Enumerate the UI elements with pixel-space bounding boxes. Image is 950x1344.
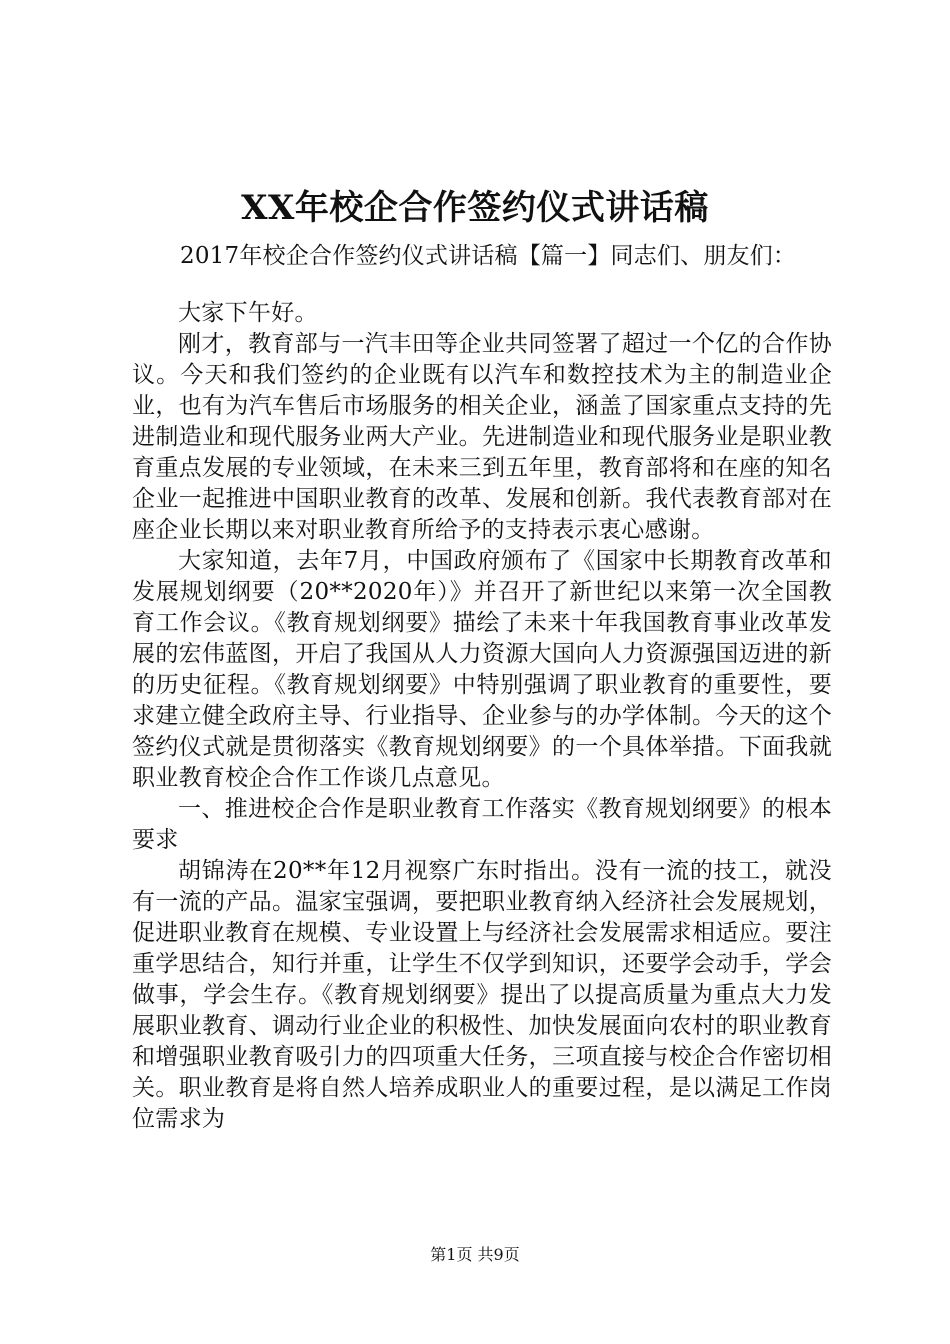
document-title: XX年校企合作签约仪式讲话稿	[241, 188, 709, 228]
paragraph-greeting: 大家下午好。	[178, 300, 318, 326]
paragraph: 大家知道，去年7月，中国政府颁布了《国家中长期教育改革和发展规划纲要（20**2020年）》并召开了新世纪以来第一次全国教育工作会议。《教育规划纲要》描绘了未来十年我国教育事业改革发展的宏伟蓝图，开启了我国从人力资源大国向人力资源强国迈进的新的历史征程。《教育规划纲要》中特别强调了职业教育的重要性，要求建立健全政府主导、行业指导、企业参与的办学体制。今天的这个签约仪式就是贯彻落实《教育规划纲要》的一个具体举措。下面我就职业教育校企合作工作谈几点意见。	[132, 548, 832, 791]
paragraph: 刚才，教育部与一汽丰田等企业共同签署了超过一个亿的合作协议。今天和我们签约的企业既有以汽车和数控技术为主的制造业企业，也有为汽车售后市场服务的相关企业，涵盖了国家重点支持的先进制造业和现代服务业两大产业。先进制造业和现代服务业是职业教育重点发展的专业领域，在未来三到五年里，教育部将和在座的知名企业一起推进中国职业教育的改革、发展和创新。我代表教育部对在座企业长期以来对职业教育所给予的支持表示衷心感谢。	[132, 331, 832, 543]
document-subtitle: 2017年校企合作签约仪式讲话稿【篇一】同志们、朋友们：	[180, 243, 797, 269]
document-body	[132, 298, 832, 1135]
page-number-footer: 第1页 共9页	[430, 1245, 520, 1264]
section-heading: 一、推进校企合作是职业教育工作落实《教育规划纲要》的根本要求	[132, 796, 832, 853]
paragraph: 胡锦涛在20**年12月视察广东时指出。没有一流的技工，就没有一流的产品。温家宝强调，要把职业教育纳入经济社会发展规划，促进职业教育在规模、专业设置上与经济社会发展需求相适应。要注重学思结合，知行并重，让学生不仅学到知识，还要学会动手，学会做事，学会生存。《教育规划纲要》提出了以提高质量为重点大力发展职业教育、调动行业企业的积极性、加快发展面向农村的职业教育和增强职业教育吸引力的四项重大任务，三项直接与校企合作密切相关。职业教育是将自然人培养成职业人的重要过程，是以满足工作岗位需求为	[132, 858, 832, 1132]
